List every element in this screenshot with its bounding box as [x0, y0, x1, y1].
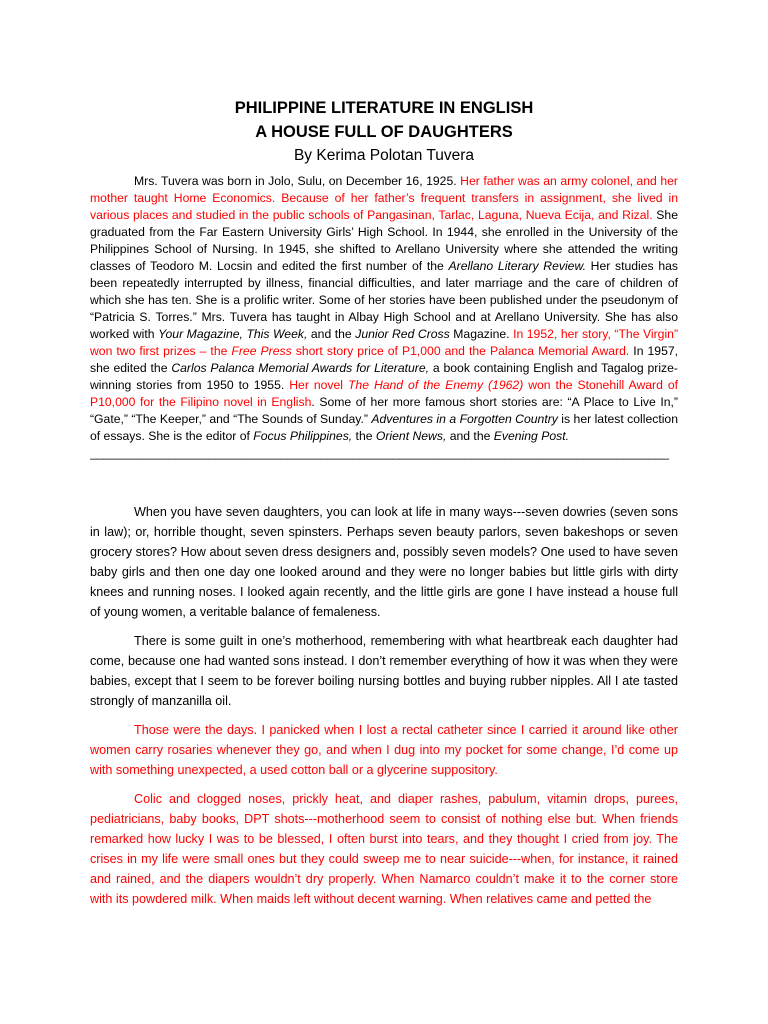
- bio-text: She graduated from the Far Eastern University Girls’ High School. In 1944, she enrolled in the University of the Philippines School of Nursing. In 1945, she shifted to Arellano University where she attended the writing classes of Teodoro M. Locsin and edited the first number of the: [90, 208, 678, 273]
- document-title-line1: PHILIPPINE LITERATURE IN ENGLISH: [234, 99, 534, 117]
- bio-title-italic: Arellano Literary Review.: [448, 259, 586, 273]
- bio-highlight-italic: The Hand of the Enemy (1962): [347, 378, 524, 392]
- bio-text: is her latest collection of essays. She is the editor of: [90, 412, 678, 443]
- bio-text: the: [352, 429, 376, 443]
- bio-highlight: Her father was an army colonel, and her mother taught Home Economics. Because of her father’s frequent transfers in assignment, she lived in various places and studied in the public schools of Pangasinan, Tarlac, Laguna, Nueva Ecija, and Rizal.: [90, 174, 678, 222]
- story-paragraph-4-highlight: Colic and clogged noses, prickly heat, and diaper rashes, pabulum, vitamin drops, purees, pediatricians, baby books, DPT shots---motherhood seem to consist of nothing else but. When friends remarked how lucky I was to be blessed, I often burst into tears, and they thought I cried from joy. The crises in my life were small ones but they could sweep me to near suicide---when, for instance, it rained and rained, and the diapers wouldn’t dry properly. When Namarco couldn’t make it to the corner store with its powdered milk. When maids left without decent warning. When relatives came and petted the: [90, 792, 678, 906]
- bio-text: and the: [446, 429, 494, 443]
- bio-title-italic: Orient News,: [375, 429, 447, 443]
- story-paragraph-3-highlight: Those were the days. I panicked when I lost a rectal catheter since I carried it around like other women carry rosaries whenever they go, and when I dug into my pocket for some change, I’d come up with something unexpected, a used cotton ball or a glycerine suppository.: [90, 723, 678, 777]
- bio-text: In 1957, she edited the: [90, 344, 679, 375]
- document-title-line2: A HOUSE FULL OF DAUGHTERS: [255, 123, 513, 141]
- bio-title-italic: Carlos Palanca Memorial Awards for Literature,: [171, 361, 430, 375]
- author-bio-paragraph: [90, 173, 678, 445]
- bio-text: and the: [307, 327, 356, 341]
- author-byline: By Kerima Polotan Tuvera: [293, 147, 475, 164]
- bio-text: Mrs. Tuvera was born in Jolo, Sulu, on December 16, 1925.: [134, 174, 461, 188]
- bio-highlight: short story price of P1,000 and the Palanca Memorial Award.: [291, 344, 630, 358]
- bio-text: a book containing English and Tagalog prize-winning stories from 1950 to 1955.: [90, 361, 678, 392]
- bio-title-italic: Junior Red Cross: [355, 327, 450, 341]
- bio-text: Her studies has been repeatedly interrupted by illness, financial difficulties, and later marriage and the care of children of which she has ten. She is a prolific writer. Some of her stories have been published under the pseudonym of “Patricia S. Torres.” Mrs. Tuvera has taught in Albay High School and at Arellano University. She has also worked with: [90, 259, 678, 341]
- bio-highlight: won the Stonehill Award of P10,000 for the Filipino novel in English: [90, 378, 678, 409]
- section-divider-rule: ________________________________________________________________________________________: [90, 446, 669, 460]
- bio-text: . Some of her more famous short stories are: “A Place to Live In,” “Gate,” “The Keeper,” and “The Sounds of Sunday.”: [90, 395, 678, 426]
- bio-highlight-italic: Free Press: [231, 344, 292, 358]
- story-paragraph-1: When you have seven daughters, you can look at life in many ways---seven dowries (seven sons in law); or, horrible thought, seven spinsters. Perhaps seven beauty parlors, seven bakeshops or seven grocery stores? How about seven dress designers and, possibly seven models? One used to have seven baby girls and then one day one looked around and they were no longer babies but little girls with dirty knees and running noses. I looked again recently, and the little girls are gone I have instead a house full of young women, a veritable balance of femaleness.: [90, 505, 678, 619]
- bio-highlight: Her novel: [289, 378, 348, 392]
- bio-title-italic: Adventures in a Forgotten Country: [371, 412, 558, 426]
- story-paragraph-2: There is some guilt in one’s motherhood, remembering with what heartbreak each daughter had come, because one had wanted sons instead. I don’t remember everything of how it was when they were babies, except that I seem to be forever boiling nursing bottles and buying rubber nipples. All I ate tasted strongly of manzanilla oil.: [90, 634, 678, 708]
- bio-text: Magazine.: [449, 327, 514, 341]
- bio-title-italic: Focus Philippines,: [253, 429, 353, 443]
- bio-highlight: In 1952, her story, “The Virgin” won two first prizes – the: [90, 327, 679, 358]
- bio-title-italic: Evening Post.: [493, 429, 569, 443]
- bio-title-italic: Your Magazine, This Week,: [158, 327, 308, 341]
